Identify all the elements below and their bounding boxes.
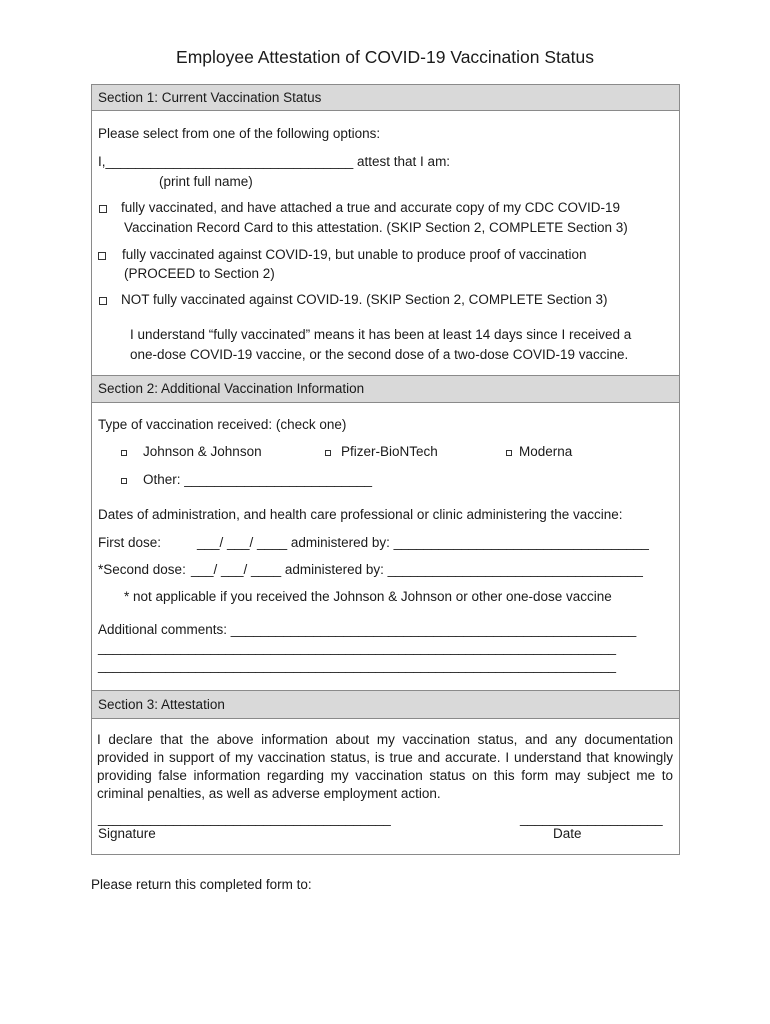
second-dose-label: *Second dose: (98, 562, 186, 577)
option1-checkbox[interactable] (99, 205, 107, 213)
first-dose-label: First dose: (98, 535, 162, 550)
attest-name-line[interactable]: I,_________________________________ attest that I am: (98, 154, 451, 169)
date-line[interactable]: ___________________ (520, 811, 663, 826)
section1-intro: Please select from one of the following options: (98, 126, 381, 141)
section3-header: Section 3: Attestation (92, 690, 679, 719)
pfizer-checkbox[interactable] (325, 450, 331, 456)
fully-vaccinated-note-line1: I understand “fully vaccinated” means it has been at least 14 days since I received a (130, 327, 632, 342)
jj-label: Johnson & Johnson (143, 444, 262, 459)
fully-vaccinated-note-line2: one-dose COVID-19 vaccine, or the second dose of a two-dose COVID-19 vaccine. (130, 347, 629, 362)
option3-text: NOT fully vaccinated against COVID-19. (SKIP Section 2, COMPLETE Section 3) (121, 292, 608, 307)
form-title: Employee Attestation of COVID-19 Vaccination Status (176, 47, 594, 67)
other-checkbox[interactable] (121, 478, 127, 484)
pfizer-label: Pfizer-BioNTech (341, 444, 438, 459)
section1-header: Section 1: Current Vaccination Status (92, 84, 679, 111)
first-dose-field[interactable]: ___/ ___/ ____ administered by: __________________________________ (197, 535, 649, 550)
return-instructions: Please return this completed form to: (91, 877, 312, 892)
comments-line-3[interactable]: _____________________________________________________________________ (98, 658, 617, 673)
additional-comments-field[interactable]: Additional comments: ______________________________________________________ (98, 622, 637, 637)
option2-text-line1: fully vaccinated against COVID-19, but unable to produce proof of vaccination (122, 247, 587, 262)
section2-header: Section 2: Additional Vaccination Information (92, 375, 679, 403)
option2-text-line2: (PROCEED to Section 2) (124, 266, 275, 281)
second-dose-field[interactable]: ___/ ___/ ____ administered by: __________________________________ (191, 562, 643, 577)
jj-checkbox[interactable] (121, 450, 127, 456)
option1-text-line1: fully vaccinated, and have attached a true and accurate copy of my CDC COVID-19 (121, 200, 621, 215)
option3-checkbox[interactable] (99, 297, 107, 305)
moderna-label: Moderna (519, 444, 573, 459)
other-vaccine-field[interactable]: Other: _________________________ (143, 472, 372, 487)
print-name-caption: (print full name) (159, 174, 253, 189)
comments-line-2[interactable]: _____________________________________________________________________ (98, 640, 617, 655)
vaccine-type-label: Type of vaccination received: (check one) (98, 417, 347, 432)
option2-checkbox[interactable] (98, 252, 106, 260)
dates-label: Dates of administration, and health care professional or clinic administering the vaccine: (98, 507, 623, 522)
date-label: Date (553, 826, 582, 841)
one-dose-footnote: * not applicable if you received the Johnson & Johnson or other one-dose vaccine (124, 589, 612, 604)
attestation-declaration: I declare that the above information about my vaccination status, and any documentation provided in support of my vaccination status, is true and accurate. I understand that knowingly providing false information regarding my vaccination status on this form may subject me to criminal penalties, as well as adverse employment action. (97, 732, 673, 801)
signature-label: Signature (98, 826, 156, 841)
moderna-checkbox[interactable] (506, 450, 512, 456)
option1-text-line2: Vaccination Record Card to this attestation. (SKIP Section 2, COMPLETE Section 3) (124, 220, 628, 235)
signature-line[interactable]: _______________________________________ (98, 811, 391, 826)
